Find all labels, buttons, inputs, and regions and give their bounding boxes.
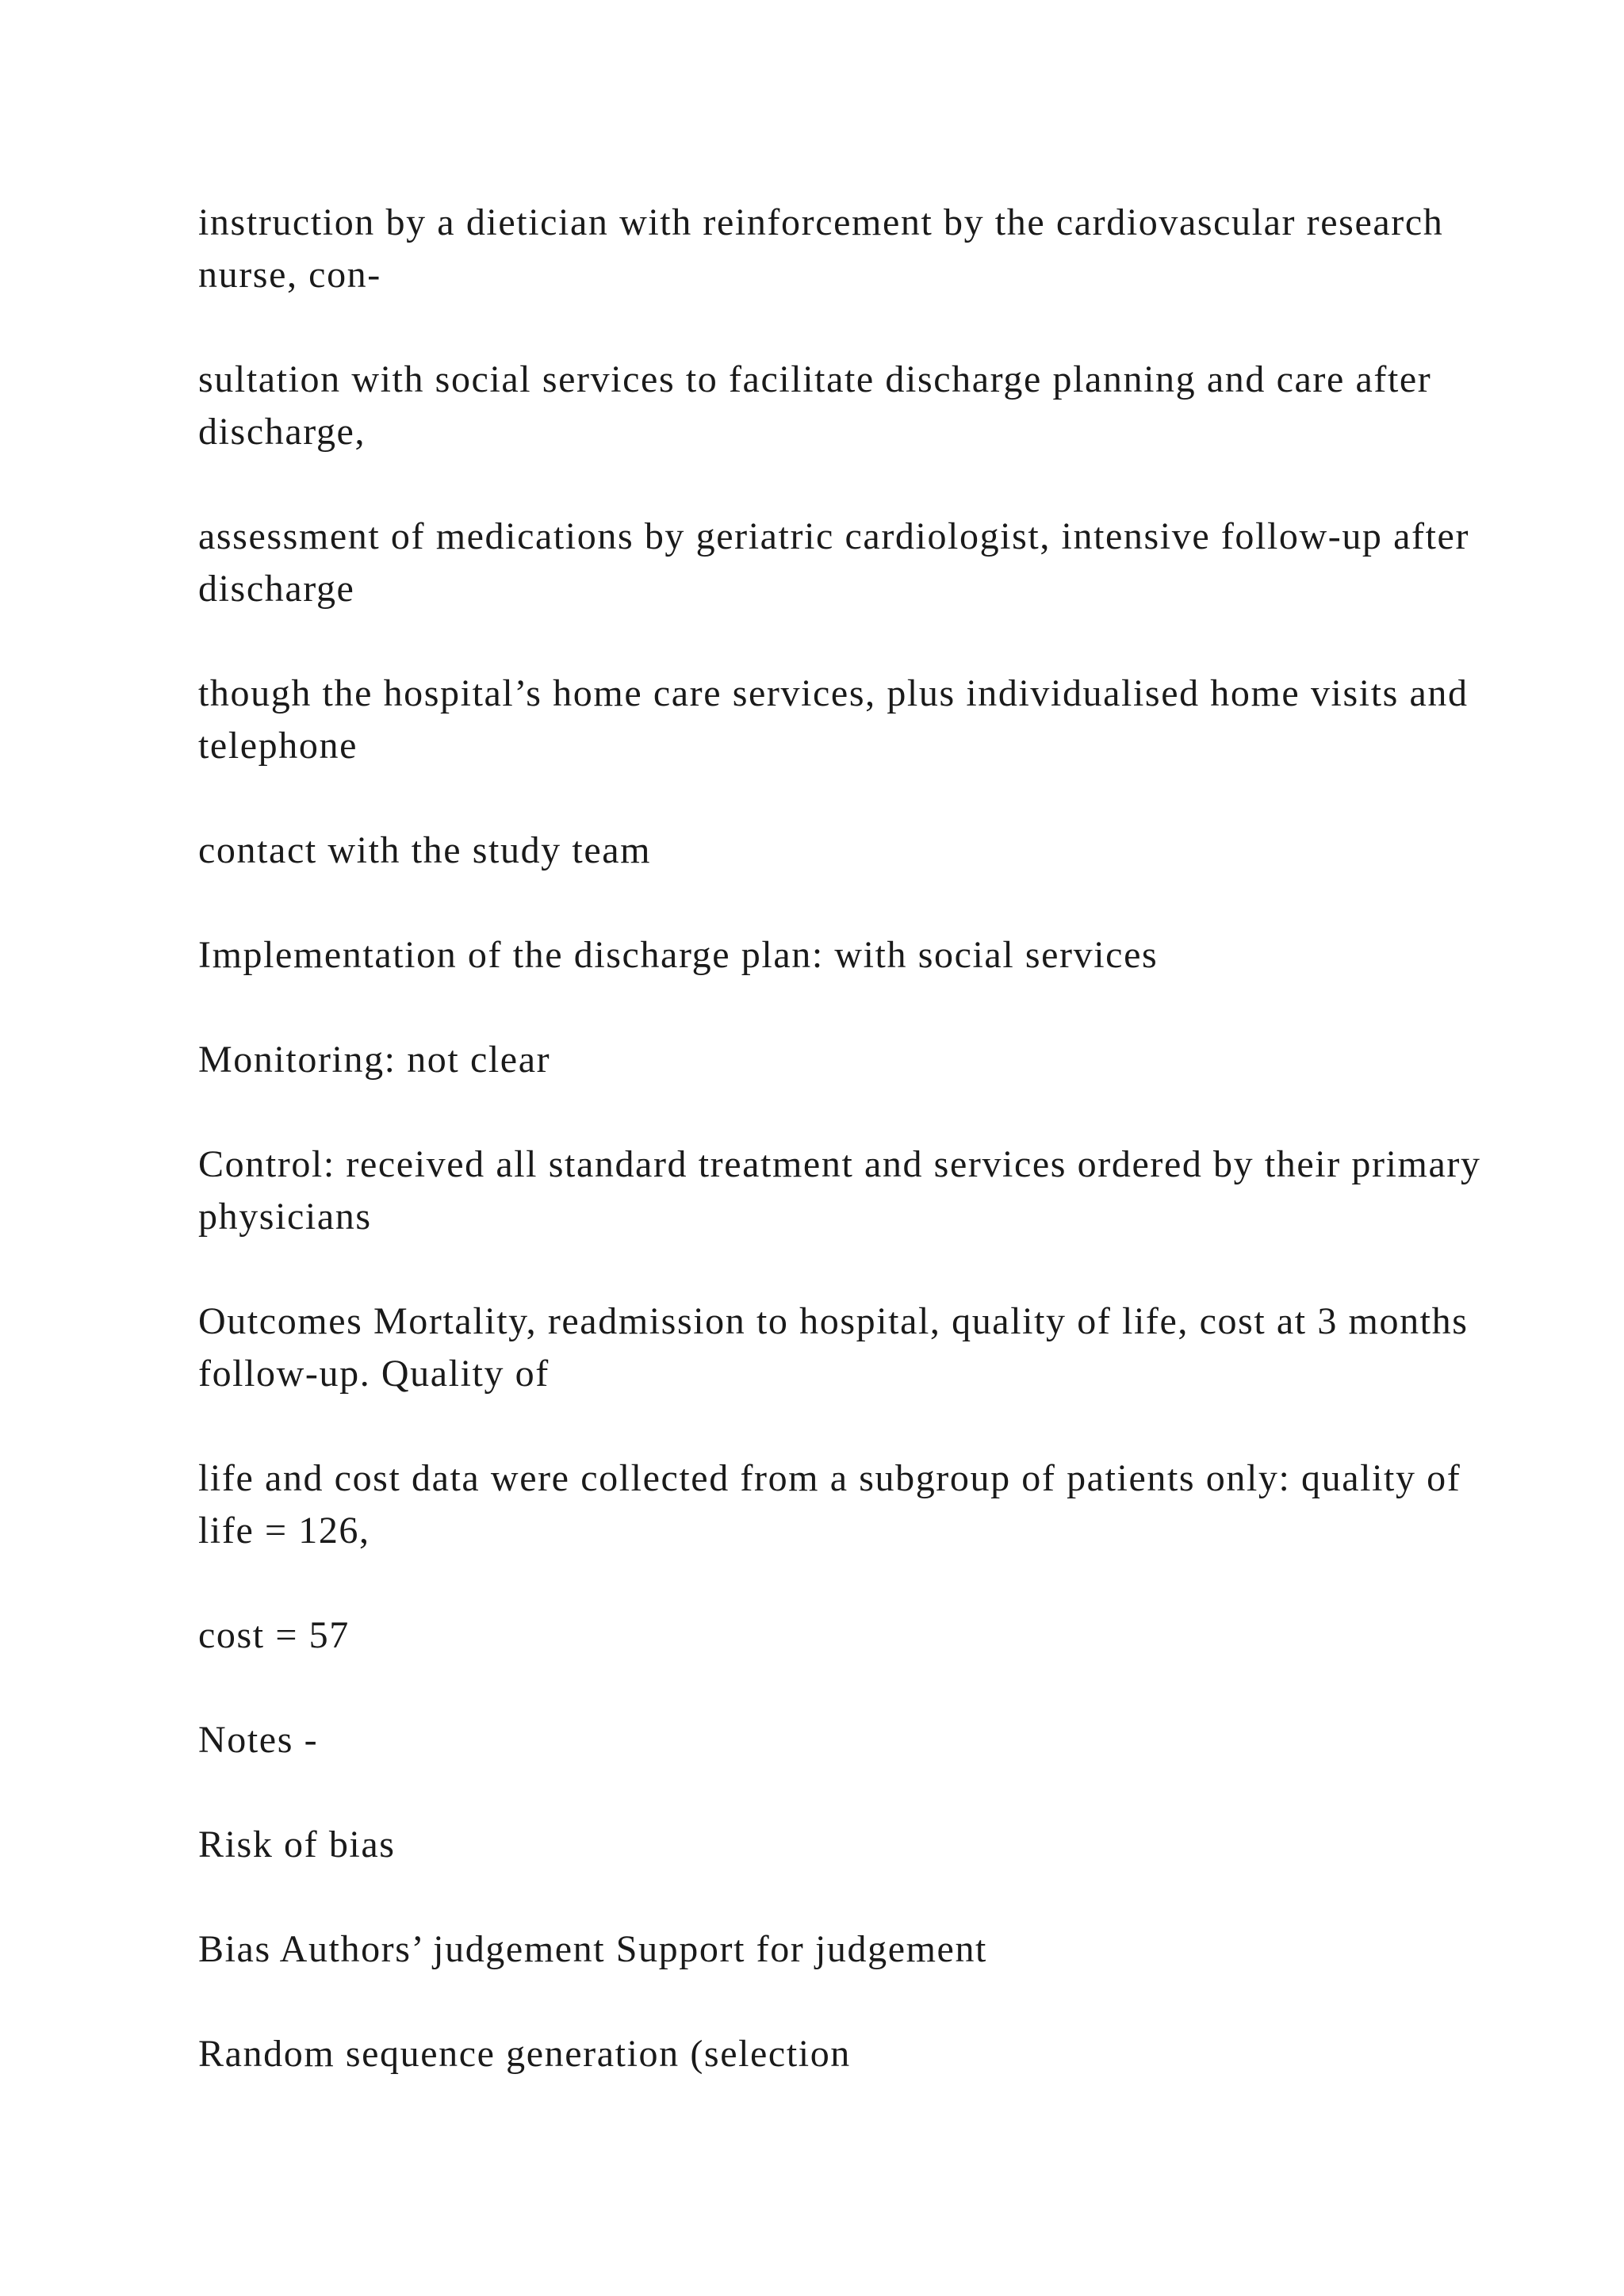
paragraph-outcomes: Outcomes Mortality, readmission to hospital, quality of life, cost at 3 months follow-up. Quality of <box>198 1300 1469 1395</box>
paragraph-implementation: Implementation of the discharge plan: with social services <box>198 934 1159 976</box>
paragraph-subgroup: life and cost data were collected from a subgroup of patients only: quality of life = 126, <box>198 1457 1461 1552</box>
document-body <box>198 197 1507 2080</box>
paragraph-home-care: though the hospital’s home care services, plus individualised home visits and telephone <box>198 672 1469 767</box>
paragraph-assessment: assessment of medications by geriatric cardiologist, intensive follow-up after discharge <box>198 515 1470 610</box>
table-header-bias: Bias Authors’ judgement Support for judgement <box>198 1928 987 1970</box>
paragraph-random-sequence: Random sequence generation (selection <box>198 2033 851 2075</box>
paragraph-contact: contact with the study team <box>198 829 652 871</box>
paragraph-consultation: sultation with social services to facilitate discharge planning and care after discharge, <box>198 358 1432 453</box>
section-heading-risk-of-bias: Risk of bias <box>198 1823 396 1866</box>
paragraph-cost: cost = 57 <box>198 1614 350 1656</box>
paragraph-monitoring: Monitoring: not clear <box>198 1039 551 1081</box>
paragraph-instruction: instruction by a dietician with reinforcement by the cardiovascular research nurse, con- <box>198 201 1444 296</box>
paragraph-control: Control: received all standard treatment and services ordered by their primary physicians <box>198 1143 1481 1238</box>
paragraph-notes: Notes - <box>198 1719 319 1761</box>
